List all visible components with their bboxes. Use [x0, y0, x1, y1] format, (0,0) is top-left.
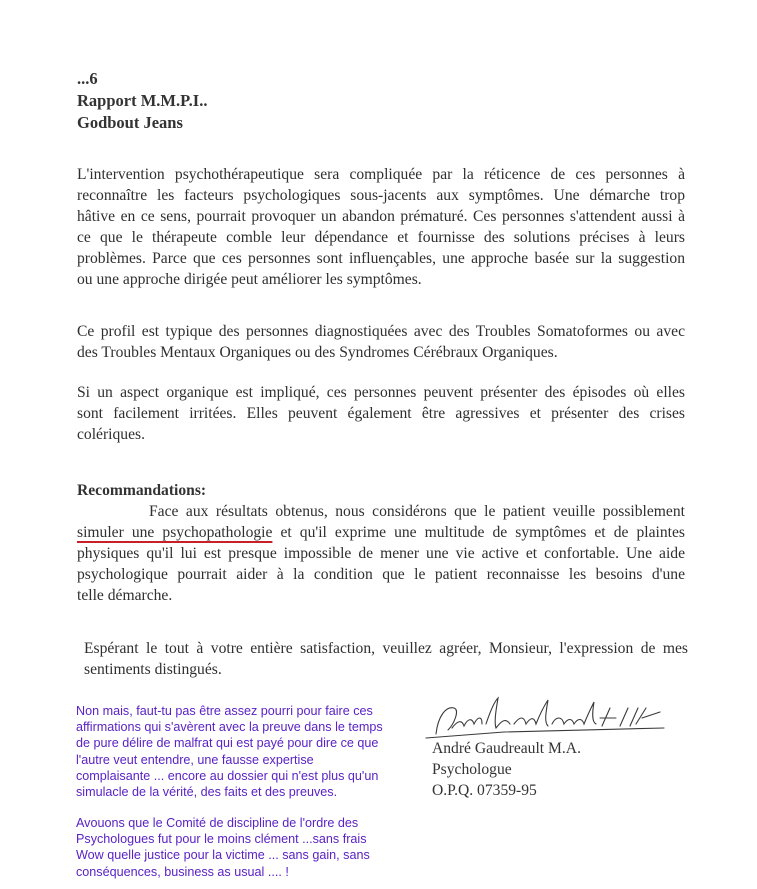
text-line: ou une approche dirigée peut améliorer les symptômes. — [77, 271, 422, 288]
text-line: reconnaître les facteurs psychologiques sous-jacents aux symptômes. Une démarche trop — [77, 187, 685, 204]
patient-name: Godbout Jeans — [77, 113, 183, 132]
text-line: ce que le thérapeute comble leur dépendance et fournisse des solutions précises à leurs — [77, 229, 685, 246]
text-line: colériques. — [77, 426, 145, 443]
text-line: simulacle de la vérité, des faits et des preuves. — [76, 785, 338, 800]
text-line: affirmations qui s'avèrent avec la preuve dans le temps — [76, 720, 383, 735]
text-line: telle démarche. — [77, 587, 173, 604]
text-line: problèmes. Parce que ces personnes sont influençables, une approche basée sur la suggestion — [77, 250, 685, 267]
paragraph-organique — [77, 382, 685, 445]
text-line: physiques qu'il lui est presque impossible de mener une vie active et confortable. Une aide — [77, 545, 685, 562]
text-line: Si un aspect organique est impliqué, ces personnes peuvent présenter des épisodes où elles — [77, 384, 685, 401]
recommendations-section — [77, 481, 685, 606]
text-line: Non mais, faut-tu pas être assez pourri pour faire ces — [76, 704, 373, 718]
text-line — [77, 522, 685, 543]
closing-paragraph — [84, 638, 688, 680]
report-title: Rapport M.M.P.I.. — [77, 91, 208, 110]
text-line: hâtive en ce sens, pourrait provoquer un abandon prématuré. Ces personnes s'attendent aussi à — [77, 208, 685, 225]
recommendations-heading: Recommandations: — [77, 482, 207, 499]
report-header — [77, 68, 207, 134]
license-number: O.P.Q. 07359-95 — [432, 782, 537, 799]
paragraph-profil — [77, 321, 685, 363]
text-line: psychologique pourrait aider à la condition que le patient reconnaisse les besoins d'une — [77, 566, 685, 583]
text-line: conséquences, business as usual .... ! — [76, 864, 289, 879]
text-span: et qu'il exprime une multitude de symptômes et de plaintes — [272, 524, 685, 541]
text-line: des Troubles Mentaux Organiques ou des Syndromes Cérébraux Organiques. — [77, 344, 558, 361]
signatory-name: André Gaudreault M.A. — [432, 740, 581, 757]
highlighted-phrase: simuler une psychopathologie — [77, 524, 273, 541]
handwritten-signature-icon — [424, 694, 674, 742]
text-line: Espérant le tout à votre entière satisfaction, veuillez agréer, Monsieur, l'expression de mes — [84, 640, 688, 657]
text-line: L'intervention psychothérapeutique sera compliquée par la réticence de ces personnes à — [77, 166, 685, 183]
paragraph-intervention — [77, 164, 685, 290]
text-line: sentiments distingués. — [84, 661, 222, 678]
text-line: Face aux résultats obtenus, nous considérons que le patient veuille possiblement — [149, 503, 685, 520]
annotation-comment-1 — [76, 703, 383, 800]
text-line: Ce profil est typique des personnes diagnostiquées avec des Troubles Somatoformes ou avec — [77, 323, 685, 340]
annotation-comment-2 — [76, 815, 370, 880]
signature-block — [432, 738, 581, 801]
text-line: l'autre veut entendre, une fausse expertise — [76, 752, 314, 767]
text-line: Psychologues fut pour le moins clément ...sans frais — [76, 832, 367, 847]
text-line: complaisante ... encore au dossier qui n'est plus qu'un — [76, 768, 379, 783]
page-marker: ...6 — [77, 69, 98, 88]
text-line: sont facilement irritées. Elles peuvent également être agressives et présenter des crises — [77, 405, 685, 422]
text-line: Avouons que le Comité de discipline de l'ordre des — [76, 816, 359, 830]
text-line: Wow quelle justice pour la victime ... sans gain, sans — [76, 848, 370, 863]
signatory-title: Psychologue — [432, 761, 512, 778]
text-line: de pure délire de malfrat qui est payé pour dire ce que — [76, 736, 379, 751]
